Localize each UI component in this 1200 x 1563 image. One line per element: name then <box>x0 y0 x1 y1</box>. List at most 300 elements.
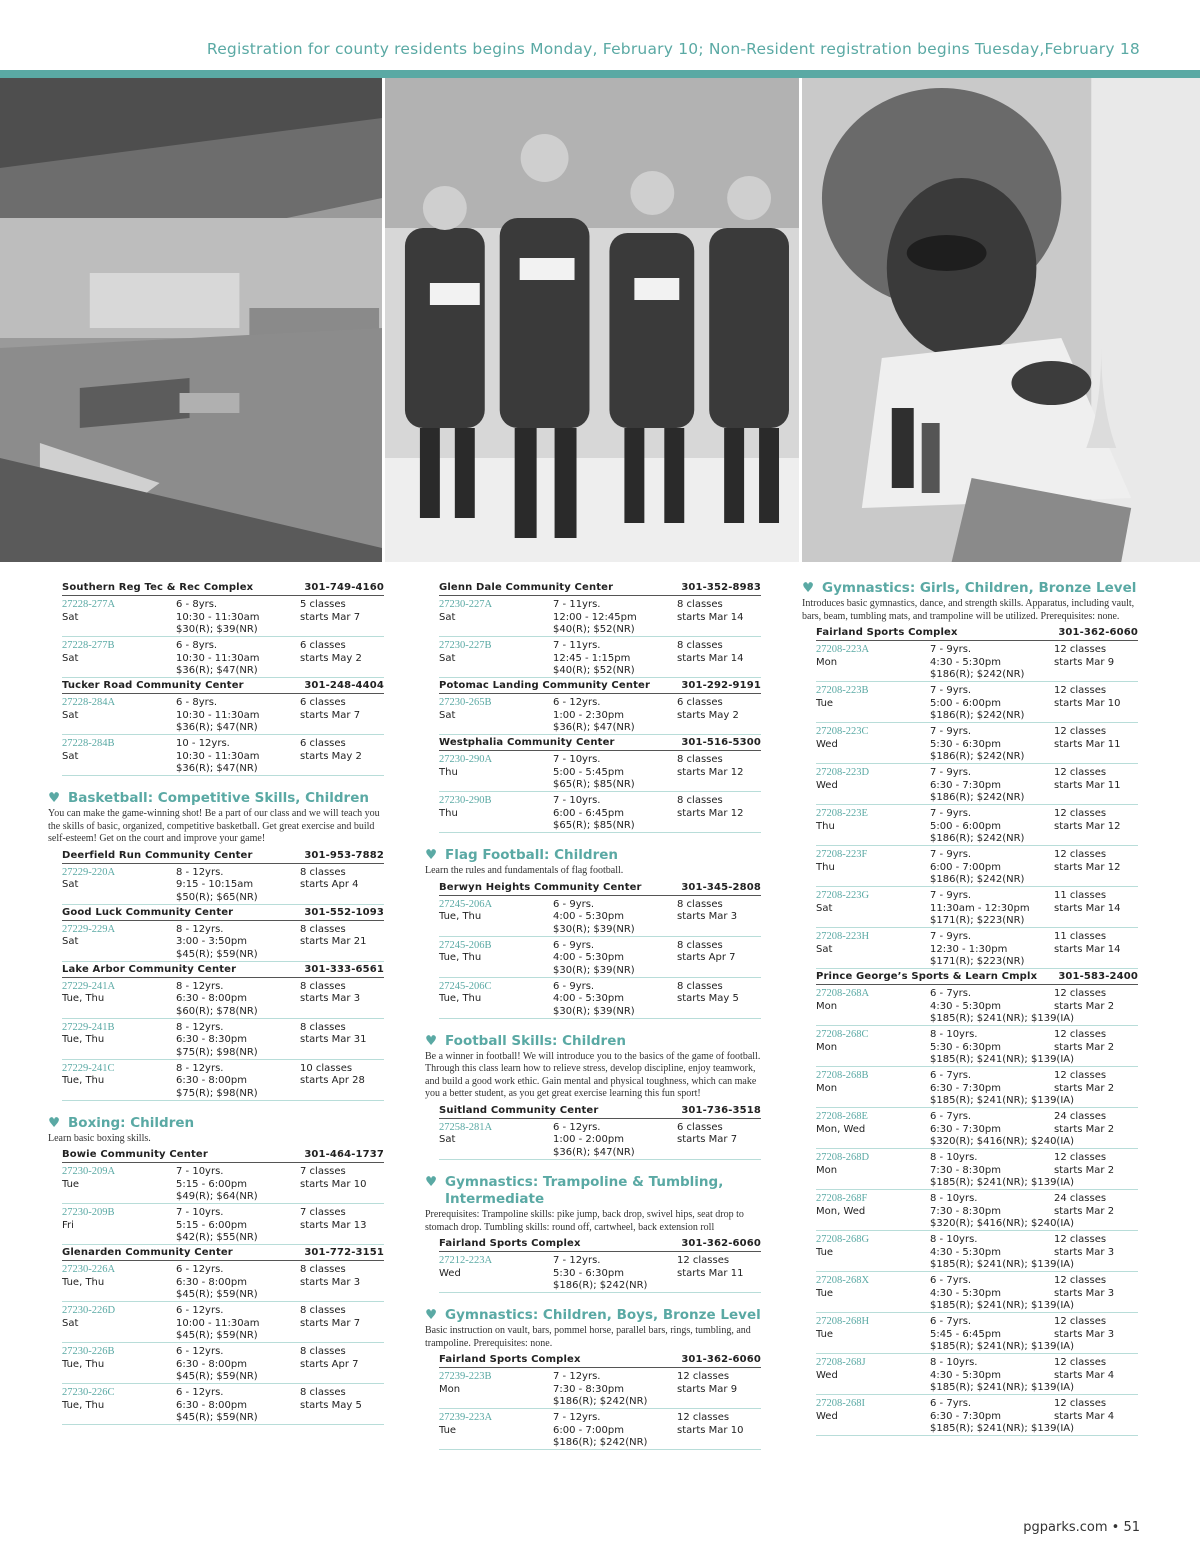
class-days: Tue, Thu <box>62 1399 105 1411</box>
class-listing <box>62 694 384 735</box>
class-count: 12 classes <box>1054 1152 1107 1164</box>
class-count: 8 classes <box>677 980 723 992</box>
venue-phone: 301-552-1093 <box>304 906 384 918</box>
section-title <box>425 1307 761 1324</box>
class-listing <box>816 1190 1138 1231</box>
start-date: starts Mar 2 <box>1054 1123 1115 1135</box>
class-count: 12 classes <box>1054 808 1107 820</box>
course-code: 27208-268J <box>816 1357 866 1369</box>
age-range: 8 - 10yrs. <box>930 1234 978 1246</box>
class-days: Fri <box>62 1219 74 1231</box>
class-count: 8 classes <box>677 898 723 910</box>
start-date: starts Mar 3 <box>677 911 738 923</box>
course-code: 27230-290A <box>439 754 493 765</box>
class-fee: $320(R); $416(NR); $240(IA) <box>930 1136 1075 1148</box>
class-days: Tue, Thu <box>62 1276 105 1288</box>
course-code: 27208-223C <box>816 726 869 738</box>
age-range: 7 - 12yrs. <box>553 1255 601 1267</box>
hockey-kids-photo-art <box>385 78 799 562</box>
age-range: 7 - 10yrs. <box>553 795 601 806</box>
header-rule <box>0 70 1200 78</box>
course-code: 27208-268C <box>816 1029 869 1041</box>
class-days: Sat <box>439 652 456 664</box>
class-time: 4:30 - 5:30pm <box>930 656 1001 668</box>
section-title-text: Basketball: Competitive Skills, Children <box>68 790 369 806</box>
venue-name: Lake Arbor Community Center <box>62 963 237 975</box>
class-fee: $320(R); $416(NR); $240(IA) <box>930 1218 1075 1230</box>
start-date: starts Apr 4 <box>300 879 359 891</box>
class-fee: $65(R); $85(NR) <box>553 820 635 831</box>
age-range: 6 - 8yrs. <box>176 640 218 651</box>
age-range: 8 - 10yrs. <box>930 1357 978 1369</box>
venue-name: Tucker Road Community Center <box>62 680 244 691</box>
class-time: 5:45 - 6:45pm <box>930 1328 1001 1340</box>
class-listing <box>62 637 384 678</box>
class-count: 8 classes <box>300 980 346 992</box>
class-days: Sat <box>62 652 79 664</box>
class-days: Tue <box>816 697 834 709</box>
section-title-text: Gymnastics: Children, Boys, Bronze Level <box>445 1307 761 1324</box>
venue-header <box>439 1237 761 1252</box>
photo-strip <box>0 78 1200 562</box>
class-count: 10 classes <box>300 1062 353 1074</box>
class-count: 6 classes <box>300 738 346 749</box>
age-range: 8 - 12yrs. <box>176 866 224 878</box>
class-days: Wed <box>816 1369 838 1381</box>
class-listing <box>816 1231 1138 1272</box>
heart-icon: ♥ <box>48 790 61 806</box>
class-listing <box>816 1395 1138 1436</box>
venue-header <box>62 679 384 694</box>
course-code: 27208-268D <box>816 1152 870 1164</box>
class-fee: $185(R); $241(NR); $139(IA) <box>930 1300 1075 1312</box>
class-time: 4:30 - 5:30pm <box>930 1287 1001 1299</box>
class-days: Wed <box>816 1410 838 1422</box>
age-range: 7 - 9yrs. <box>930 644 972 656</box>
course-code: 27208-268E <box>816 1111 868 1123</box>
class-fee: $45(R); $59(NR) <box>176 1289 258 1301</box>
class-listing <box>439 896 761 937</box>
venue-phone: 301-953-7882 <box>304 849 384 861</box>
venue-name: Berwyn Heights Community Center <box>439 881 642 893</box>
class-time: 4:30 - 5:30pm <box>930 1246 1001 1258</box>
class-time: 5:00 - 6:00pm <box>930 820 1001 832</box>
class-count: 12 classes <box>677 1371 730 1383</box>
class-listing <box>816 1354 1138 1395</box>
start-date: starts Mar 10 <box>1054 697 1121 709</box>
column-1 <box>48 580 384 1425</box>
start-date: starts Apr 7 <box>677 952 736 964</box>
course-code: 27239-223B <box>439 1371 492 1383</box>
class-count: 6 classes <box>677 697 723 708</box>
start-date: starts Mar 12 <box>677 766 744 778</box>
class-days: Tue, Thu <box>439 993 482 1005</box>
age-range: 8 - 12yrs. <box>176 1062 224 1074</box>
course-code: 27245-206C <box>439 980 492 992</box>
class-time: 5:30 - 6:30pm <box>930 1041 1001 1053</box>
class-listing <box>439 637 761 678</box>
class-time: 9:15 - 10:15am <box>176 879 254 891</box>
class-listing <box>816 985 1138 1026</box>
age-range: 6 - 9yrs. <box>553 898 595 910</box>
venue-header <box>62 849 384 864</box>
class-time: 12:30 - 1:30pm <box>930 943 1008 955</box>
column-2 <box>425 580 761 1450</box>
start-date: starts Mar 7 <box>300 709 361 721</box>
class-listing <box>816 1067 1138 1108</box>
class-days: Mon, Wed <box>816 1123 866 1135</box>
age-range: 6 - 12yrs. <box>176 1264 224 1276</box>
class-days: Mon <box>816 1082 838 1094</box>
class-count: 8 classes <box>300 1305 346 1317</box>
age-range: 6 - 7yrs. <box>930 1316 972 1328</box>
class-fee: $185(R); $241(NR); $139(IA) <box>930 1095 1075 1107</box>
class-listing <box>439 751 761 792</box>
class-fee: $30(R); $39(NR) <box>553 923 635 935</box>
class-listing <box>62 1204 384 1245</box>
hockey-kids-photo <box>385 78 799 562</box>
venue-phone: 301-516-5300 <box>681 737 761 748</box>
class-fee: $36(R); $47(NR) <box>176 665 258 676</box>
class-fee: $36(R); $47(NR) <box>553 722 635 733</box>
age-range: 8 - 10yrs. <box>930 1193 978 1205</box>
course-code: 27208-223G <box>816 890 870 902</box>
course-code: 27208-268B <box>816 1070 869 1082</box>
course-code: 27245-206A <box>439 898 493 910</box>
section-description: Learn the rules and fundamentals of flag football. <box>425 865 624 876</box>
class-listing <box>62 921 384 962</box>
age-range: 6 - 12yrs. <box>176 1387 224 1399</box>
class-days: Sat <box>62 750 79 762</box>
class-count: 12 classes <box>1054 1029 1107 1041</box>
class-count: 6 classes <box>300 697 346 708</box>
age-range: 7 - 9yrs. <box>930 685 972 697</box>
course-code: 27230-226A <box>62 1264 116 1276</box>
class-listing <box>439 937 761 978</box>
class-days: Mon <box>816 1000 838 1012</box>
class-days: Wed <box>439 1267 461 1279</box>
course-code: 27229-220A <box>62 866 116 878</box>
course-code: 27245-206B <box>439 939 492 951</box>
class-count: 8 classes <box>677 939 723 951</box>
venue-name: Suitland Community Center <box>439 1104 599 1116</box>
class-fee: $186(R); $242(NR) <box>553 1437 648 1449</box>
start-date: starts Mar 3 <box>1054 1287 1115 1299</box>
start-date: starts Mar 11 <box>1054 738 1121 750</box>
age-range: 7 - 9yrs. <box>930 726 972 738</box>
class-time: 6:30 - 8:00pm <box>176 993 247 1005</box>
class-fee: $186(R); $242(NR) <box>930 669 1025 681</box>
class-count: 12 classes <box>1054 644 1107 656</box>
start-date: starts Mar 4 <box>1054 1410 1115 1422</box>
age-range: 6 - 8yrs. <box>176 697 218 708</box>
age-range: 7 - 12yrs. <box>553 1371 601 1383</box>
venue-name: Fairland Sports Complex <box>439 1238 581 1250</box>
class-time: 5:15 - 6:00pm <box>176 1178 247 1190</box>
course-code: 27208-268A <box>816 988 870 1000</box>
start-date: starts Mar 7 <box>300 611 361 623</box>
class-time: 4:30 - 5:30pm <box>930 1000 1001 1012</box>
class-time: 7:30 - 8:30pm <box>553 1383 624 1395</box>
class-count: 5 classes <box>300 599 346 610</box>
class-listing <box>816 928 1138 969</box>
start-date: starts May 5 <box>300 1399 362 1411</box>
venue-phone: 301-292-9191 <box>681 680 761 691</box>
age-range: 7 - 9yrs. <box>930 849 972 861</box>
class-fee: $186(R); $242(NR) <box>930 833 1025 845</box>
class-count: 24 classes <box>1054 1111 1107 1123</box>
class-time: 6:00 - 7:00pm <box>930 861 1001 873</box>
class-time: 12:00 - 12:45pm <box>553 611 637 623</box>
course-code: 27229-229A <box>62 923 116 935</box>
class-count: 8 classes <box>300 1346 346 1358</box>
age-range: 6 - 9yrs. <box>553 980 595 992</box>
class-listing <box>816 682 1138 723</box>
venue-name: Prince George’s Sports & Learn Cmplx <box>816 971 1038 983</box>
class-count: 12 classes <box>1054 767 1107 779</box>
venue-header <box>62 1148 384 1163</box>
class-listing <box>816 1272 1138 1313</box>
age-range: 6 - 8yrs. <box>176 599 218 610</box>
class-days: Sat <box>439 1134 456 1146</box>
start-date: starts Apr 28 <box>300 1075 365 1087</box>
venue-name: Southern Reg Tec & Rec Complex <box>62 582 254 593</box>
class-fee: $36(R); $47(NR) <box>553 1146 635 1158</box>
class-days: Tue, Thu <box>62 1034 105 1046</box>
class-days: Tue <box>816 1287 834 1299</box>
venue-name: Good Luck Community Center <box>62 906 234 918</box>
course-code: 27208-223F <box>816 849 868 861</box>
class-days: Wed <box>816 779 838 791</box>
class-count: 12 classes <box>677 1255 730 1267</box>
class-fee: $40(R); $52(NR) <box>553 665 635 676</box>
venue-header <box>62 581 384 596</box>
course-code: 27208-223D <box>816 767 870 779</box>
class-fee: $30(R); $39(NR) <box>553 1005 635 1017</box>
class-days: Sat <box>62 611 79 623</box>
venue-header <box>439 679 761 694</box>
class-listing <box>439 1252 761 1293</box>
start-date: starts Mar 12 <box>1054 820 1121 832</box>
class-count: 12 classes <box>1054 685 1107 697</box>
course-code: 27228-277B <box>62 640 115 651</box>
course-code: 27230-226D <box>62 1305 116 1317</box>
venue-header <box>816 626 1138 641</box>
section-title-text: Flag Football: Children <box>445 847 618 863</box>
class-time: 4:30 - 5:30pm <box>930 1369 1001 1381</box>
course-code: 27230-227B <box>439 640 492 651</box>
class-time: 12:45 - 1:15pm <box>553 652 631 664</box>
class-count: 8 classes <box>300 1387 346 1399</box>
class-days: Sat <box>816 943 833 955</box>
start-date: starts May 2 <box>300 750 362 762</box>
section-title <box>425 1174 761 1208</box>
class-days: Tue, Thu <box>62 1358 105 1370</box>
class-time: 6:30 - 8:00pm <box>176 1276 247 1288</box>
class-fee: $186(R); $242(NR) <box>930 792 1025 804</box>
start-date: starts Mar 7 <box>677 1134 738 1146</box>
age-range: 7 - 9yrs. <box>930 931 972 943</box>
course-code: 27208-223B <box>816 685 869 697</box>
venue-phone: 301-772-3151 <box>304 1247 384 1259</box>
page-footer: pgparks.com • 51 <box>1023 1520 1140 1535</box>
class-time: 3:00 - 3:50pm <box>176 936 247 948</box>
class-listing <box>62 1343 384 1384</box>
age-range: 6 - 7yrs. <box>930 1111 972 1123</box>
section-description: You can make the game-winning shot! Be a part of our class and we will teach you the skills of basic, organized, competitive basketball. Get great exercise and build self-esteem! Get on the court and improve your game! <box>48 808 380 845</box>
class-days: Tue <box>816 1246 834 1258</box>
class-listing <box>816 887 1138 928</box>
start-date: starts Mar 9 <box>677 1383 738 1395</box>
class-time: 10:30 - 11:30am <box>176 709 260 721</box>
venue-name: Fairland Sports Complex <box>816 627 958 639</box>
venue-name: Deerfield Run Community Center <box>62 849 253 861</box>
gymnasium-photo-art <box>0 78 382 562</box>
course-code: 27230-226B <box>62 1346 115 1358</box>
age-range: 7 - 10yrs. <box>553 754 601 765</box>
age-range: 7 - 9yrs. <box>930 767 972 779</box>
venue-header <box>439 881 761 896</box>
class-fee: $185(R); $241(NR); $139(IA) <box>930 1382 1075 1394</box>
start-date: starts Mar 10 <box>677 1424 744 1436</box>
class-listing <box>439 1409 761 1450</box>
column-3 <box>802 580 1138 1436</box>
class-days: Thu <box>816 820 835 832</box>
class-time: 6:30 - 8:00pm <box>176 1358 247 1370</box>
class-listing <box>439 978 761 1019</box>
class-time: 5:00 - 5:45pm <box>553 766 624 778</box>
class-count: 8 classes <box>300 1264 346 1276</box>
class-listing <box>439 694 761 735</box>
class-fee: $30(R); $39(NR) <box>553 964 635 976</box>
course-code: 27208-268H <box>816 1316 870 1328</box>
course-code: 27228-284A <box>62 697 116 708</box>
class-fee: $75(R); $98(NR) <box>176 1046 258 1058</box>
venue-header <box>62 963 384 978</box>
class-time: 1:00 - 2:00pm <box>553 1134 624 1146</box>
class-count: 12 classes <box>1054 726 1107 738</box>
class-count: 8 classes <box>677 795 723 806</box>
class-days: Sat <box>816 902 833 914</box>
class-time: 6:30 - 7:30pm <box>930 1410 1001 1422</box>
class-listing <box>62 978 384 1019</box>
class-count: 8 classes <box>677 640 723 651</box>
class-fee: $60(R); $78(NR) <box>176 1005 258 1017</box>
start-date: starts Mar 14 <box>677 611 744 623</box>
class-count: 8 classes <box>300 1021 346 1033</box>
class-count: 12 classes <box>1054 1357 1107 1369</box>
start-date: starts Mar 2 <box>1054 1205 1115 1217</box>
class-count: 12 classes <box>1054 849 1107 861</box>
course-code: 27228-284B <box>62 738 115 749</box>
class-fee: $75(R); $98(NR) <box>176 1087 258 1099</box>
class-time: 5:30 - 6:30pm <box>930 738 1001 750</box>
age-range: 6 - 12yrs. <box>553 697 601 708</box>
class-days: Sat <box>62 879 79 891</box>
class-listing <box>62 1261 384 1302</box>
class-count: 12 classes <box>1054 1398 1107 1410</box>
class-listing <box>816 1108 1138 1149</box>
class-count: 12 classes <box>1054 1234 1107 1246</box>
class-fee: $186(R); $242(NR) <box>930 751 1025 763</box>
section-title-text: Football Skills: Children <box>445 1032 626 1049</box>
course-code: 27230-226C <box>62 1387 115 1399</box>
course-code: 27212-223A <box>439 1255 493 1267</box>
age-range: 6 - 12yrs. <box>176 1305 224 1317</box>
class-listing <box>62 596 384 637</box>
class-time: 6:30 - 8:30pm <box>176 1034 247 1046</box>
course-code: 27230-290B <box>439 795 492 806</box>
start-date: starts Mar 11 <box>1054 779 1121 791</box>
age-range: 7 - 9yrs. <box>930 890 972 902</box>
class-time: 4:00 - 5:30pm <box>553 952 624 964</box>
class-fee: $45(R); $59(NR) <box>176 1412 258 1424</box>
venue-phone: 301-583-2400 <box>1058 971 1138 983</box>
start-date: starts Mar 2 <box>1054 1164 1115 1176</box>
class-time: 4:00 - 5:30pm <box>553 993 624 1005</box>
class-count: 6 classes <box>300 640 346 651</box>
course-code: 27239-223A <box>439 1412 493 1424</box>
venue-header <box>439 1104 761 1119</box>
class-count: 12 classes <box>1054 1275 1107 1287</box>
section-description: Be a winner in football! We will introduce you to the basics of the game of football. Through this class learn how to relieve stress, develop discipline, enjoy teamwork, and build a good work ethic. Gain mental and physical toughness, which can make you a better student, as you get great exercise learning this fun sport! <box>425 1050 761 1100</box>
class-listing <box>816 1026 1138 1067</box>
class-days: Mon <box>816 656 838 668</box>
class-count: 8 classes <box>677 599 723 610</box>
class-fee: $186(R); $242(NR) <box>930 874 1025 886</box>
class-listing <box>62 1384 384 1425</box>
course-code: 27229-241B <box>62 1021 115 1033</box>
start-date: starts May 2 <box>677 709 739 721</box>
class-time: 10:30 - 11:30am <box>176 652 260 664</box>
venue-name: Potomac Landing Community Center <box>439 680 651 691</box>
class-time: 6:00 - 7:00pm <box>553 1424 624 1436</box>
start-date: starts Apr 7 <box>300 1358 359 1370</box>
start-date: starts Mar 13 <box>300 1219 367 1231</box>
age-range: 6 - 7yrs. <box>930 1398 972 1410</box>
class-time: 6:00 - 6:45pm <box>553 807 624 819</box>
age-range: 8 - 10yrs. <box>930 1152 978 1164</box>
venue-phone: 301-736-3518 <box>681 1104 761 1116</box>
class-fee: $185(R); $241(NR); $139(IA) <box>930 1013 1075 1025</box>
start-date: starts Mar 12 <box>1054 861 1121 873</box>
class-listing <box>816 805 1138 846</box>
age-range: 6 - 7yrs. <box>930 988 972 1000</box>
class-time: 4:00 - 5:30pm <box>553 911 624 923</box>
class-days: Mon <box>816 1164 838 1176</box>
course-code: 27208-268I <box>816 1398 865 1410</box>
class-fee: $36(R); $47(NR) <box>176 722 258 733</box>
class-listing <box>439 596 761 637</box>
class-time: 10:00 - 11:30am <box>176 1317 260 1329</box>
venue-phone: 301-333-6561 <box>304 963 384 975</box>
venue-phone: 301-749-4160 <box>304 582 384 593</box>
venue-phone: 301-464-1737 <box>304 1149 384 1161</box>
class-listing <box>439 1368 761 1409</box>
class-fee: $171(R); $223(NR) <box>930 915 1025 927</box>
venue-header <box>62 1246 384 1261</box>
course-code: 27208-223E <box>816 808 868 820</box>
venue-header <box>439 1353 761 1368</box>
class-fee: $36(R); $47(NR) <box>176 763 258 774</box>
venue-phone: 301-352-8983 <box>681 582 761 593</box>
class-listing <box>62 1019 384 1060</box>
artist-photo-art <box>802 78 1200 562</box>
class-listing <box>816 1149 1138 1190</box>
course-code: 27230-209A <box>62 1166 116 1178</box>
start-date: starts Mar 14 <box>677 652 744 664</box>
class-count: 8 classes <box>300 866 346 878</box>
